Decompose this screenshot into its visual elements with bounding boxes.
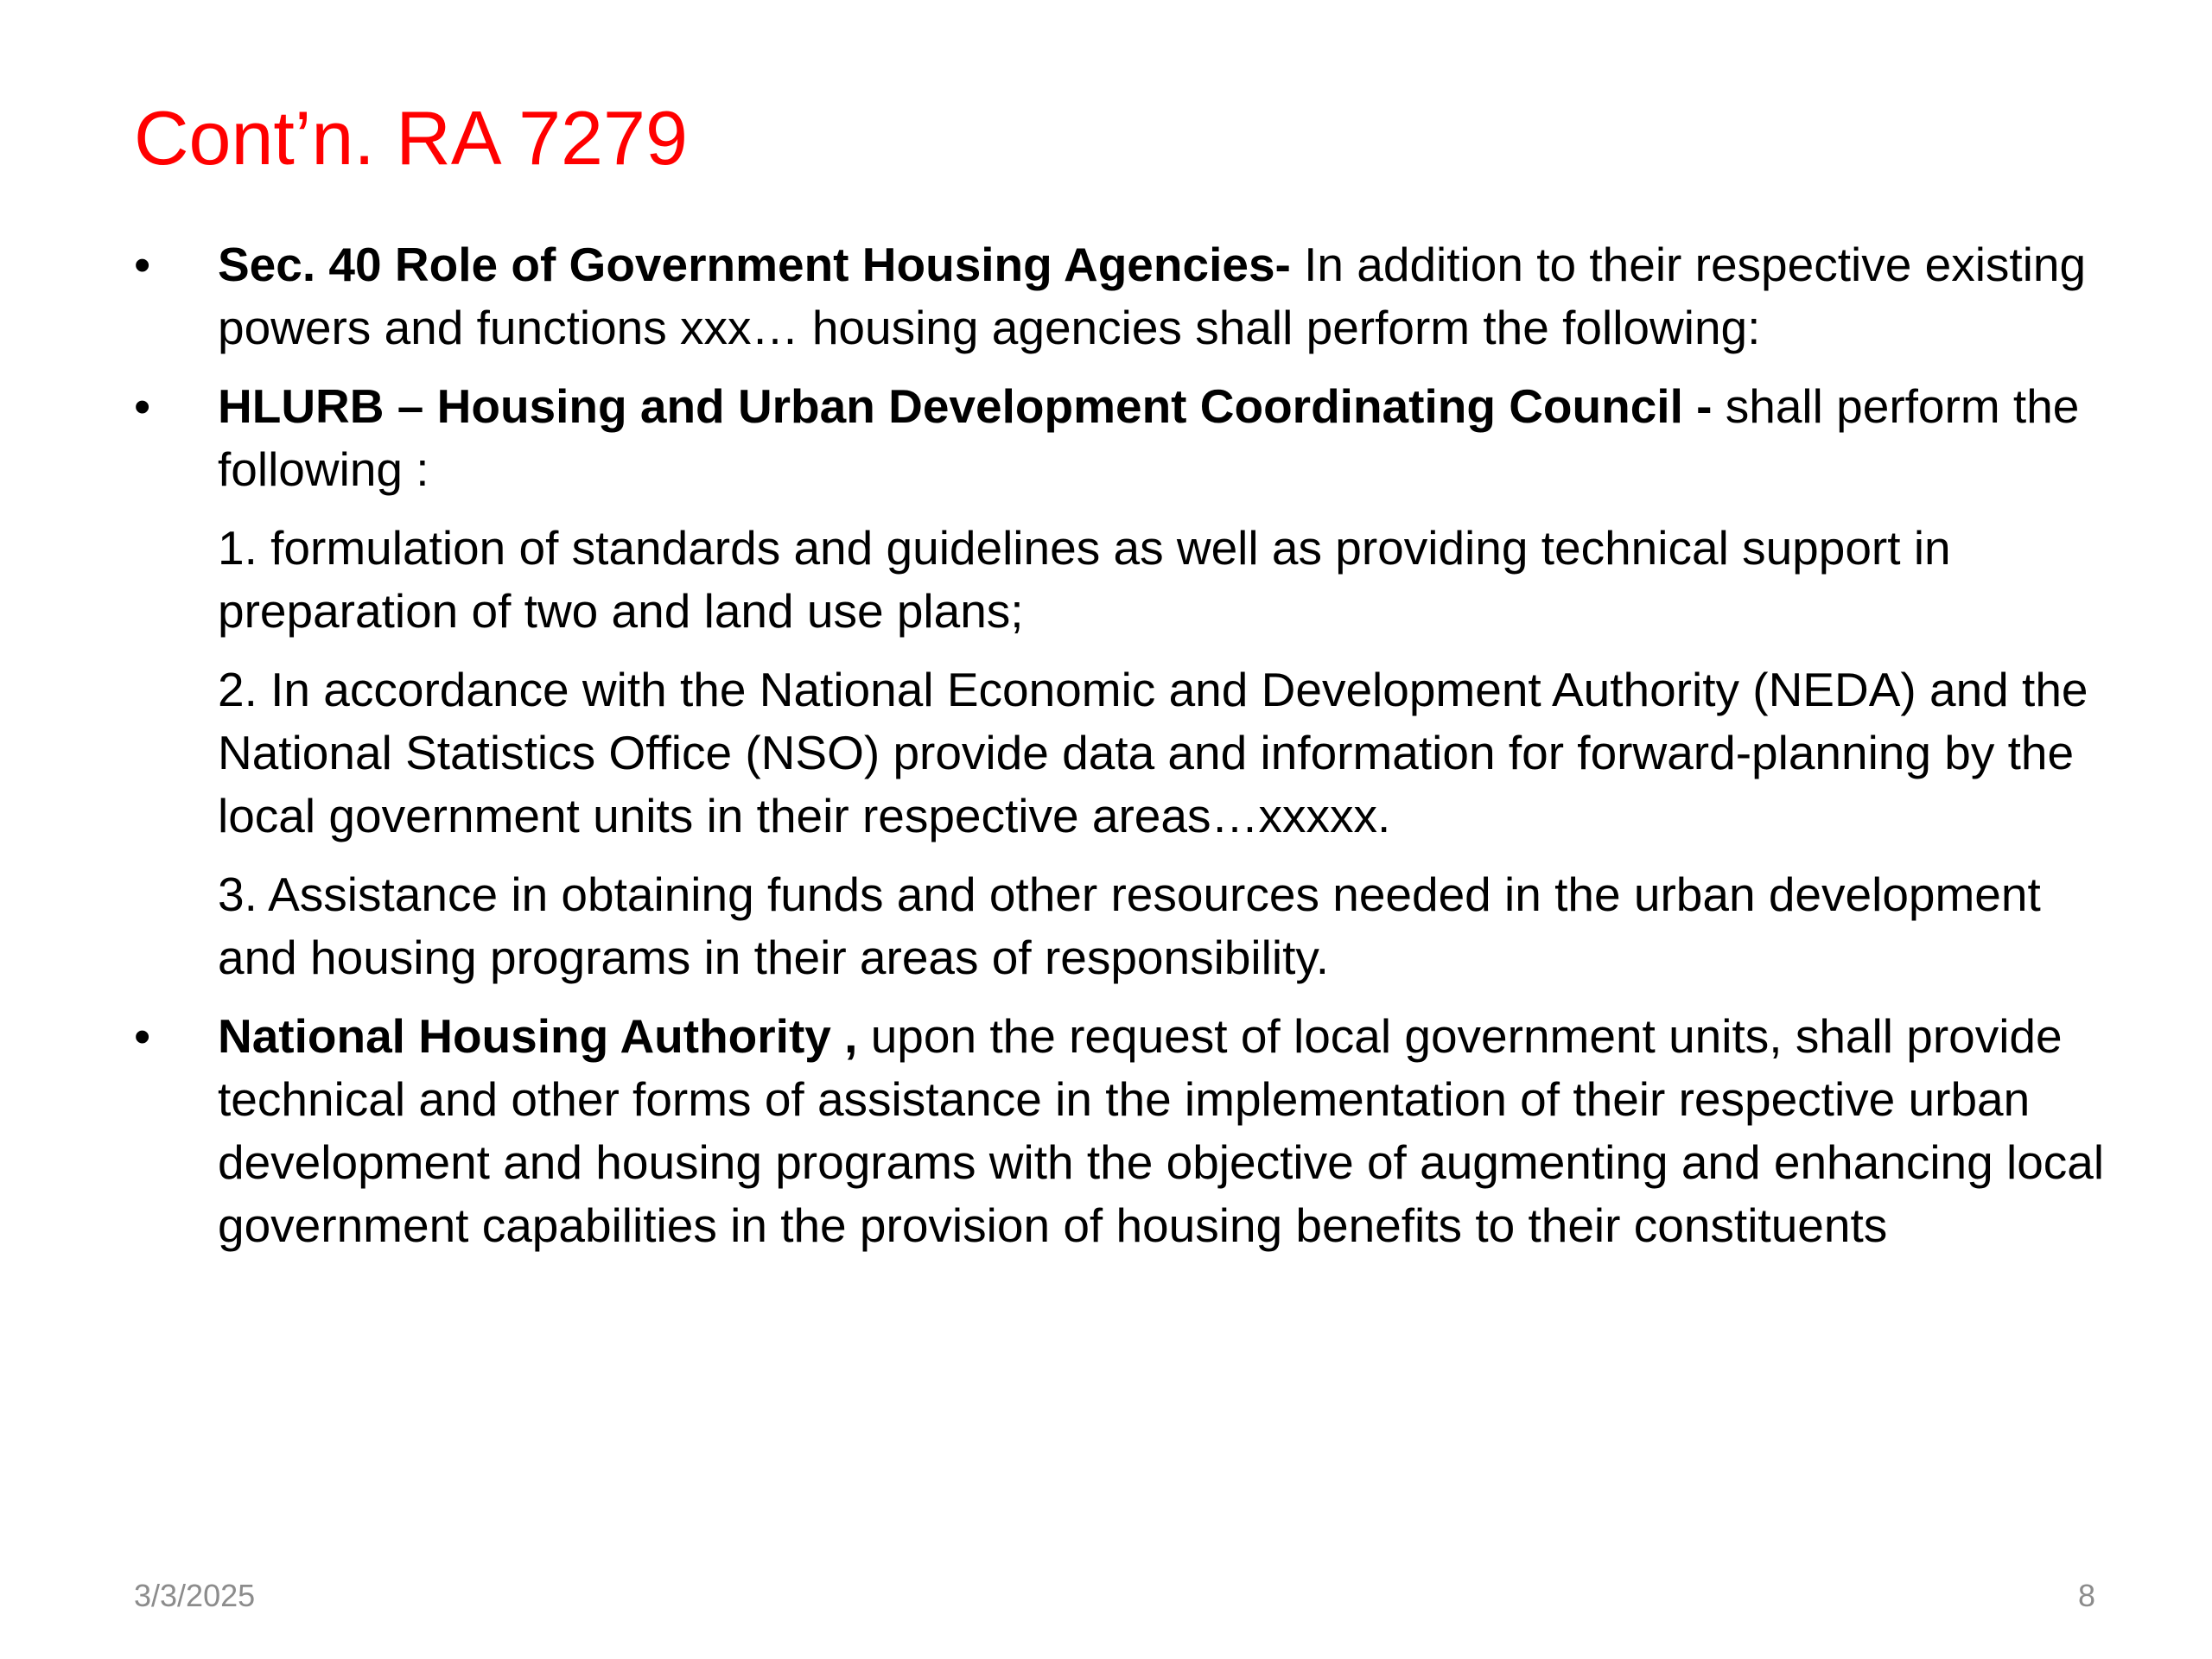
bullet-text: shall perform the following : [218, 379, 2080, 496]
bullet-dot: • [134, 379, 151, 433]
sub-item-1: 1. formulation of standards and guidelines as well as providing technical support in preparation of two and land use plans; [218, 521, 1951, 638]
slide-title: Cont’n. RA 7279 [134, 95, 688, 181]
sub-item-3: 3. Assistance in obtaining funds and other resources needed in the urban development and housing programs in their areas of responsibility. [218, 868, 2041, 984]
bullet-item-hlurb [134, 375, 2121, 501]
footer-date: 3/3/2025 [134, 1578, 256, 1613]
bullet-heading: National Housing Authority , [218, 1009, 871, 1063]
sub-item-2: 2. In accordance with the National Economic and Development Authority (NEDA) and the National Statistics Office (NSO) provide data and information for forward-planning by the local government units in their respective areas…xxxxx. [218, 663, 2088, 842]
bullet-text: upon the request of local government units, shall provide technical and other forms of assistance in the implementation of their respective urban development and housing programs with the objective of augmenting and enhancing local government capabilities in the provision of housing benefits to their constituents [218, 1009, 2105, 1252]
bullet-item-nha [134, 1005, 2121, 1257]
page-number: 8 [2077, 1578, 2095, 1613]
bullet-dot: • [134, 1009, 151, 1063]
bullet-heading: HLURB – Housing and Urban Development Coordinating Council - [218, 379, 1726, 433]
bullet-dot: • [134, 238, 151, 291]
slide-body [134, 233, 2121, 1257]
bullet-heading: Sec. 40 Role of Government Housing Agencies- [218, 238, 1291, 291]
bullet-text: In addition to their respective existing powers and functions xxx… housing agencies shall perform the following: [218, 238, 2087, 354]
bullet-item-sec40 [134, 233, 2121, 359]
